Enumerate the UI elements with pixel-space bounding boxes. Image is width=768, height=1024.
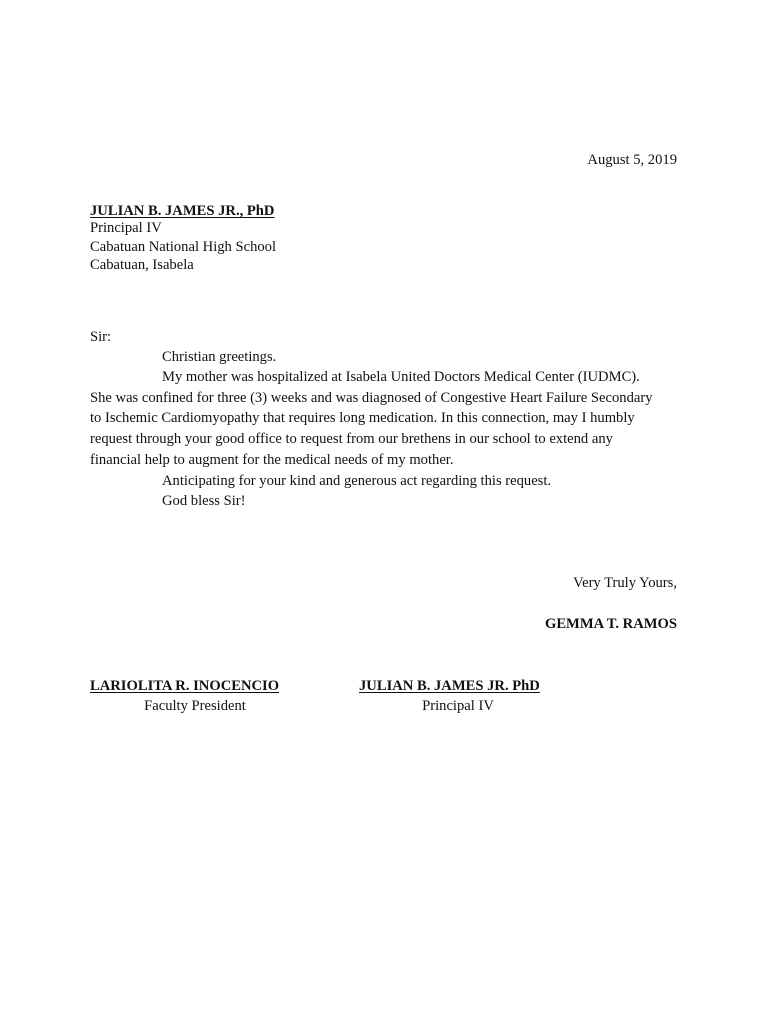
body-line-2: She was confined for three (3) weeks and was diagnosed of Congestive Heart Failure Secondary (90, 390, 653, 406)
signatory-title-1: Faculty President (144, 698, 246, 714)
body-blessing: God bless Sir! (162, 493, 246, 509)
body-greeting: Christian greetings. (162, 349, 277, 365)
body-line-5: financial help to augment for the medical needs of my mother. (90, 452, 454, 468)
salutation: Sir: (90, 329, 112, 345)
body-line-3: to Ischemic Cardiomyopathy that requires long medication. In this connection, may I humbly (90, 410, 635, 426)
sender-name: GEMMA T. RAMOS (544, 616, 677, 632)
letter-date: August 5, 2019 (587, 152, 677, 168)
closing: Very Truly Yours, (573, 575, 677, 591)
recipient-school: Cabatuan National High School (90, 239, 277, 255)
body-line-1: My mother was hospitalized at Isabela United Doctors Medical Center (IUDMC). (162, 369, 640, 385)
recipient-address: Cabatuan, Isabela (90, 257, 194, 273)
recipient-position: Principal IV (90, 220, 162, 236)
signatory-title-2: Principal IV (422, 698, 494, 714)
body-anticipation: Anticipating for your kind and generous act regarding this request. (162, 473, 552, 489)
signatory-name-1: LARIOLITA R. INOCENCIO (90, 678, 280, 694)
recipient-name: JULIAN B. JAMES JR., PhD (90, 203, 275, 219)
body-line-4: request through your good office to request from our brethens in our school to extend any (90, 431, 613, 447)
signatory-name-2: JULIAN B. JAMES JR. PhD (359, 678, 540, 694)
